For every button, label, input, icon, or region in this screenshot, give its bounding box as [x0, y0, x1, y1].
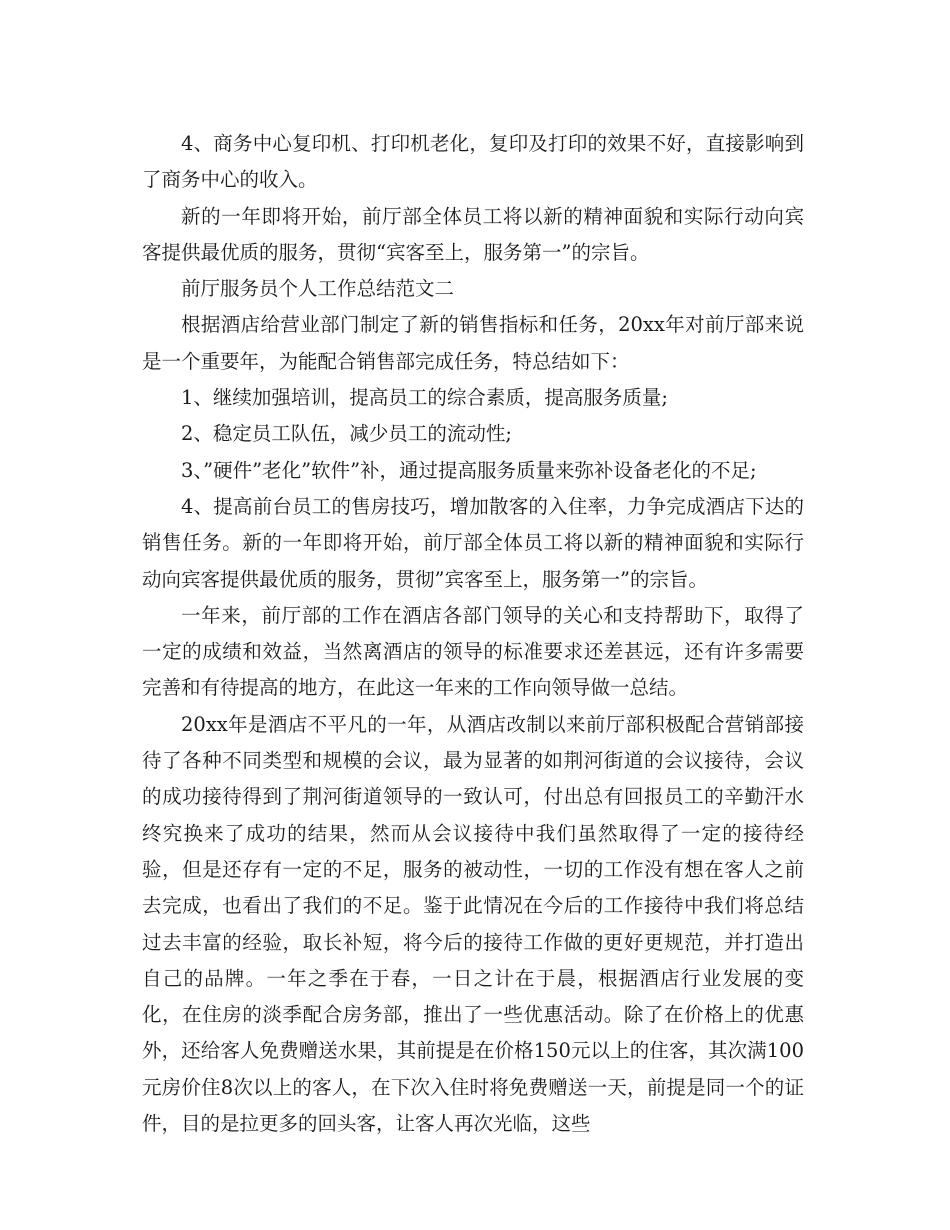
- document-page: [142, 126, 804, 1142]
- list-item-sales-skills: 4、提高前台员工的售房技巧，增加散客的入住率，力争完成酒店下达的销售任务。新的一年即将开始，前厅部全体员工将以新的精神面貌和实际行动向宾客提供最优质的服务，贯彻”宾客至上，服务第一”的宗旨。: [142, 494, 804, 591]
- paragraph-conference-reception: 20xx年是酒店不平凡的一年，从酒店改制以来前厅部积极配合营销部接待了各种不同类型和规模的会议，最为显著的如荆河街道的会议接待，会议的成功接待得到了荆河街道领导的一致认可，付出总有回报员工的辛勤汗水终究换来了成功的结果，然而从会议接待中我们虽然取得了一定的接待经验，但是还存有一定的不足，服务的被动性，一切的工作没有想在客人之前去完成，也看出了我们的不足。鉴于此情况在今后的工作接待中我们将总结过去丰富的经验，取长补短，将今后的接待工作做的更好更规范，并打造出自己的品牌。一年之季在于春，一日之计在于晨，根据酒店行业发展的变化，在住房的淡季配合房务部，推出了一些优惠活动。除了在价格上的优惠外，还给客人免费赠送水果，其前提是在价格150元以上的住客，其次满100元房价住8次以上的客人，在下次入住时将免费赠送一天，前提是同一个的证件，目的是拉更多的回头客，让客人再次光临，这些: [142, 712, 804, 1136]
- paragraph-sales-targets: 根据酒店给营业部门制定了新的销售指标和任务，20xx年对前厅部来说是一个重要年，为能配合销售部完成任务，特总结如下：: [142, 313, 804, 373]
- paragraph-business-center-equipment: 4、商务中心复印机、打印机老化，复印及打印的效果不好，直接影响到了商务中心的收入。: [142, 132, 804, 192]
- paragraph-year-review: 一年来，前厅部的工作在酒店各部门领导的关心和支持帮助下，取得了一定的成绩和效益，当然离酒店的领导的标准要求还差甚远，还有许多需要完善和有待提高的地方，在此这一年来的工作向领导做一总结。: [142, 603, 804, 700]
- list-item-staff-stability: 2、稳定员工队伍，减少员工的流动性;: [181, 422, 512, 446]
- section-heading: 前厅服务员个人工作总结范文二: [181, 277, 455, 301]
- paragraph-new-year-service: 新的一年即将开始，前厅部全体员工将以新的精神面貌和实际行动向宾客提供最优质的服务，贯彻“宾客至上，服务第一”的宗旨。: [142, 204, 804, 264]
- list-item-training: 1、继续加强培训，提高员工的综合素质，提高服务质量;: [181, 386, 668, 410]
- list-item-hardware-software: 3、”硬件”老化”软件”补，通过提高服务质量来弥补设备老化的不足;: [181, 458, 757, 482]
